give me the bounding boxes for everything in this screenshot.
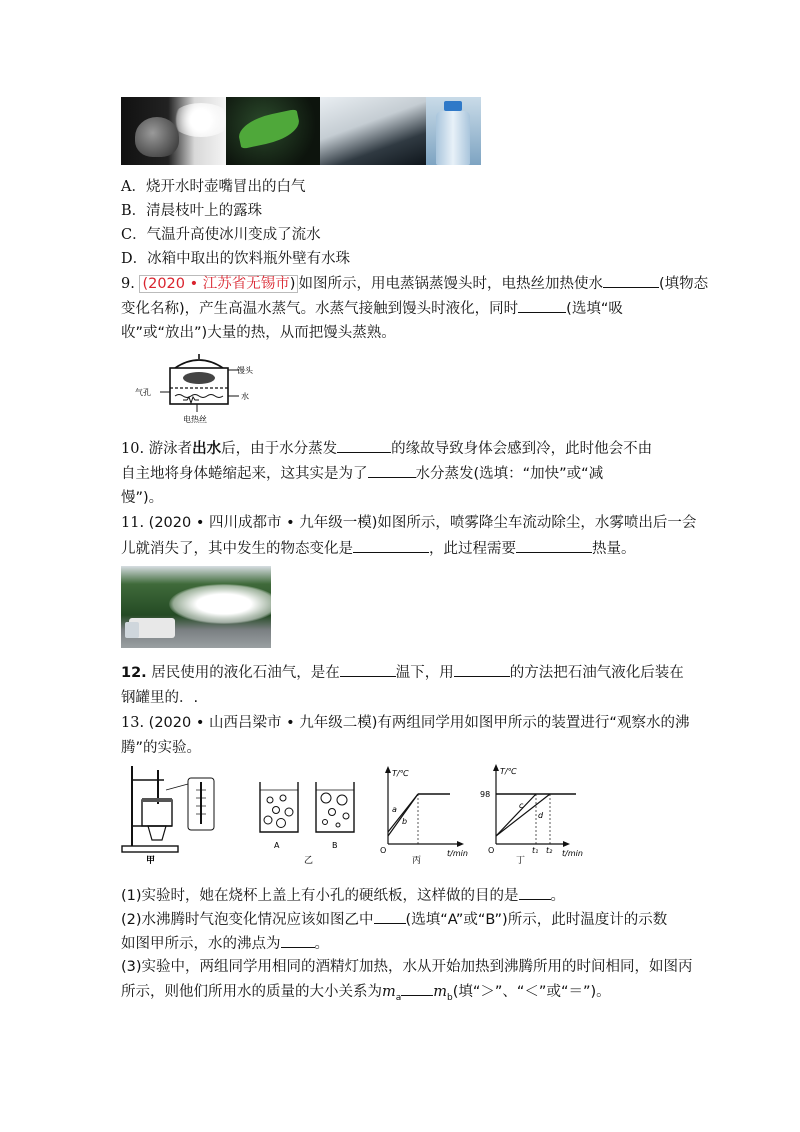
q10-blank-1[interactable] [337,438,391,453]
photo-bottle-droplets [426,97,481,165]
q13-p3-line2: 所示，则他们所用水的质量的大小关系为$m_a$ $m_b$(填“＞”、“＜”或“＝”)。 [121,981,611,1008]
q9-blank-1[interactable] [603,273,659,288]
q12-blank-1[interactable] [340,662,396,677]
label-bing-O: O [380,846,387,855]
q13-blank-3[interactable] [281,933,315,948]
label-ding-t1: t₁ [532,846,539,855]
q11-blank-2[interactable] [516,538,592,553]
photo-spray-truck [121,566,271,648]
q12-line2: 钢罐里的．. [121,690,199,706]
label-ding-c: c [519,801,524,810]
truck-cab [125,622,139,638]
q13-line1: 13. (2020 • 山西吕梁市 • 九年级二模)有两组同学用如图甲所示的装置进行“观察水的沸 [121,715,690,731]
q9-blank-2[interactable] [518,298,566,313]
label-b: B [332,841,338,850]
steam-cloud [171,103,226,137]
q10-line1: 10. 游泳者出水后，由于水分蒸发 的缘故导致身体会感到冷，此时他会不由 [121,438,652,459]
q10-blank-2[interactable] [368,463,416,478]
label-ding: 丁 [516,856,526,864]
q9-line1: 9. (2020 • 江苏省无锡市) 如图所示，用电蒸锅蒸馒头时，电热丝加热使水 (填物态 [121,273,708,294]
label-ding-T: T/℃ [500,767,517,776]
label-bing-T: T/℃ [392,769,409,778]
option-c: C．气温升高使冰川变成了流水 [121,227,321,243]
figure-yi-beakers [260,782,354,864]
q9-line3: 收”或“放出”)大量的热，从而把馒头蒸熟。 [121,325,396,341]
label-shui: 水 [241,392,249,401]
q10-line2: 自主地将身体蜷缩起来，这其实是为了 水分蒸发(选填：“加快”或“减 [121,463,603,484]
q13-p1: (1)实验时，她在烧杯上盖上有小孔的硬纸板，这样做的目的是 。 [121,885,565,906]
q13-line2: 腾”的实验。 [121,740,202,756]
q10-line3: 慢”)。 [121,490,164,506]
photo-kettle-steam [121,97,226,165]
label-bing: 丙 [412,856,422,864]
spray-mist [169,584,271,624]
q12-line1: 12. 居民使用的液化石油气，是在 温下，用 的方法把石油气液化后装在 [121,662,684,683]
label-ding-O: O [488,846,495,855]
label-ding-d: d [538,811,544,820]
photo-glacier-melting [320,97,426,165]
q9-source: (2020 • 江苏省无锡市) [139,275,298,293]
steamer-figure [135,352,260,424]
q12-blank-2[interactable] [454,662,510,677]
label-ding-98: 98 [480,790,491,799]
label-jia: 甲 [146,856,156,864]
label-qikong: 气孔 [135,388,151,397]
leaf-shape [236,109,302,149]
label-ding-t2: t₂ [546,846,553,855]
q13-blank-2[interactable] [374,909,406,924]
label-dianresi: 电热丝 [183,415,207,424]
label-yi: 乙 [304,856,314,864]
q11-line1: 11. (2020 • 四川成都市 • 九年级一模)如图所示，喷雾降尘车流动除尘，水雾喷出后一会 [121,515,697,531]
q11-blank-1[interactable] [353,538,429,553]
q13-p3-line1: (3)实验中，两组同学用相同的酒精灯加热，水从开始加热到沸腾所用的时间相同，如图丙 [121,959,693,975]
bottle-cap [444,101,462,111]
q9-line2: 变化名称)，产生高温水蒸气。水蒸气接触到馒头时液化，同时 (选填“吸 [121,298,623,319]
option-d: D．冰箱中取出的饮料瓶外壁有水珠 [121,251,351,267]
photo-dew-leaf [226,97,320,165]
boiling-figures [118,760,608,864]
label-bing-a: a [392,805,397,814]
q13-blank-4[interactable] [401,981,433,996]
label-a: A [274,841,280,850]
label-bing-t: t/min [447,849,468,858]
figure-bing-graph [380,766,468,864]
bottle-body [436,111,470,165]
figure-jia-apparatus [122,766,214,864]
q13-p2-line2: 如图甲所示，水的沸点为 。 [121,933,329,954]
option-a: A．烧开水时壶嘴冒出的白气 [121,179,306,195]
label-mantou: 馒头 [237,366,253,375]
label-ding-t: t/min [562,849,583,858]
q13-blank-1[interactable] [519,885,551,900]
label-bing-b: b [402,817,408,826]
q13-p2-line1: (2)水沸腾时气泡变化情况应该如图乙中 (选填“A”或“B”)所示，此时温度计的示数 [121,909,667,930]
q11-line2: 儿就消失了，其中发生的物态变化是 ，此过程需要 热量。 [121,538,636,559]
option-b: B．清晨枝叶上的露珠 [121,203,263,219]
figure-ding-graph [480,764,583,864]
